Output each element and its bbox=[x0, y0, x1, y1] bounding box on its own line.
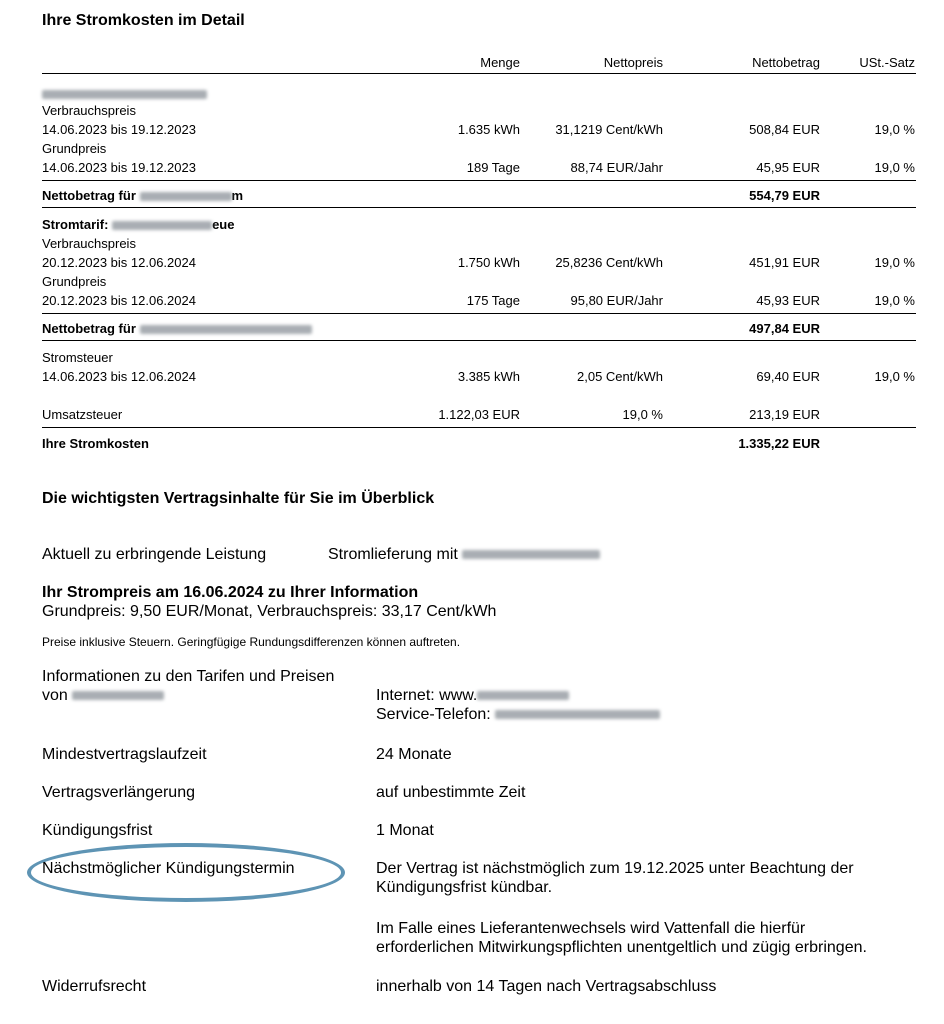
row-preis: 88,74 EUR/Jahr bbox=[570, 160, 663, 175]
subtotal-value: 554,79 EUR bbox=[749, 188, 820, 203]
vat-label: Umsatzsteuer bbox=[42, 407, 123, 422]
section-title: Ihre Stromkosten im Detail bbox=[42, 12, 245, 29]
mindest-value: 24 Monate bbox=[376, 746, 452, 763]
divider bbox=[42, 207, 916, 208]
kuendigungstermin-value-2: Kündigungsfrist kündbar. bbox=[376, 879, 553, 896]
divider bbox=[42, 427, 916, 428]
kuendigungsfrist-label: Kündigungsfrist bbox=[42, 822, 153, 839]
row-betrag: 69,40 EUR bbox=[756, 369, 820, 384]
row-ust: 19,0 % bbox=[874, 255, 915, 270]
row-date: 14.06.2023 bis 19.12.2023 bbox=[42, 160, 196, 175]
row-preis: 95,80 EUR/Jahr bbox=[570, 293, 663, 308]
tariff-title: Stromtarif: eue bbox=[42, 217, 235, 232]
row-betrag: 45,93 EUR bbox=[756, 293, 820, 308]
kuendigungstermin-value-1: Der Vertrag ist nächstmöglich zum 19.12.2025 unter Beachtung der bbox=[376, 860, 854, 877]
verlaengerung-label: Vertragsverlängerung bbox=[42, 784, 195, 801]
row-preis: 31,1219 Cent/kWh bbox=[555, 122, 663, 137]
vat-rate: 19,0 % bbox=[622, 407, 663, 422]
price-info-detail: Grundpreis: 9,50 EUR/Monat, Verbrauchspreis: 33,17 Cent/kWh bbox=[42, 603, 497, 620]
leistung-label: Aktuell zu erbringende Leistung bbox=[42, 546, 267, 563]
row-date: 20.12.2023 bis 12.06.2024 bbox=[42, 255, 196, 270]
row-preis: 25,8236 Cent/kWh bbox=[555, 255, 663, 270]
row-label: Verbrauchspreis bbox=[42, 236, 136, 251]
divider bbox=[42, 180, 916, 181]
row-menge: 3.385 kWh bbox=[457, 369, 520, 384]
header-divider bbox=[42, 73, 916, 74]
subtotal-label: Nettobetrag für m bbox=[42, 188, 244, 203]
price-note: Preise inklusive Steuern. Geringfügige Rundungsdifferenzen können auftreten. bbox=[42, 635, 461, 649]
wechsel-line-1: Im Falle eines Lieferantenwechsels wird Vattenfall die hierfür bbox=[376, 920, 806, 937]
divider bbox=[42, 313, 916, 314]
row-label: Stromsteuer bbox=[42, 350, 113, 365]
widerruf-label: Widerrufsrecht bbox=[42, 978, 147, 995]
info-label: Informationen zu den Tarifen und Preisen bbox=[42, 668, 335, 685]
internet-line: Internet: www. bbox=[376, 687, 569, 705]
vat-base: 1.122,03 EUR bbox=[438, 407, 520, 422]
row-preis: 2,05 Cent/kWh bbox=[577, 369, 663, 384]
total-label: Ihre Stromkosten bbox=[42, 436, 149, 451]
row-menge: 1.635 kWh bbox=[457, 122, 520, 137]
row-ust: 19,0 % bbox=[874, 160, 915, 175]
row-ust: 19,0 % bbox=[874, 369, 915, 384]
row-menge: 175 Tage bbox=[466, 293, 520, 308]
price-info-title: Ihr Strompreis am 16.06.2024 zu Ihrer Information bbox=[42, 584, 419, 601]
row-ust: 19,0 % bbox=[874, 293, 915, 308]
telefon-line: Service-Telefon: bbox=[376, 706, 660, 724]
row-label: Verbrauchspreis bbox=[42, 103, 136, 118]
col-menge: Menge bbox=[480, 55, 520, 70]
info-label-2: von bbox=[42, 687, 164, 705]
mindest-label: Mindestvertragslaufzeit bbox=[42, 746, 207, 763]
overview-title: Die wichtigsten Vertragsinhalte für Sie im Überblick bbox=[42, 490, 435, 507]
subtotal-label: Nettobetrag für bbox=[42, 321, 312, 336]
kuendigungstermin-label: Nächstmöglicher Kündigungstermin bbox=[42, 860, 295, 877]
row-date: 14.06.2023 bis 12.06.2024 bbox=[42, 369, 196, 384]
col-ust: USt.-Satz bbox=[859, 55, 915, 70]
row-betrag: 508,84 EUR bbox=[749, 122, 820, 137]
total-value: 1.335,22 EUR bbox=[738, 436, 820, 451]
row-label: Grundpreis bbox=[42, 274, 107, 289]
row-betrag: 45,95 EUR bbox=[756, 160, 820, 175]
row-menge: 1.750 kWh bbox=[457, 255, 520, 270]
row-date: 20.12.2023 bis 12.06.2024 bbox=[42, 293, 196, 308]
row-date: 14.06.2023 bis 19.12.2023 bbox=[42, 122, 196, 137]
widerruf-value: innerhalb von 14 Tagen nach Vertragsabschluss bbox=[376, 978, 717, 995]
col-nettobetrag: Nettobetrag bbox=[752, 55, 820, 70]
tariff-name-redacted bbox=[42, 86, 207, 104]
subtotal-value: 497,84 EUR bbox=[749, 321, 820, 336]
row-ust: 19,0 % bbox=[874, 122, 915, 137]
wechsel-line-2: erforderlichen Mitwirkungspflichten unentgeltlich und zügig erbringen. bbox=[376, 939, 867, 956]
verlaengerung-value: auf unbestimmte Zeit bbox=[376, 784, 526, 801]
row-betrag: 451,91 EUR bbox=[749, 255, 820, 270]
col-nettopreis: Nettopreis bbox=[603, 55, 663, 70]
leistung-value: Stromlieferung mit bbox=[328, 546, 600, 564]
divider bbox=[42, 340, 916, 341]
row-label: Grundpreis bbox=[42, 141, 107, 156]
kuendigungsfrist-value: 1 Monat bbox=[376, 822, 434, 839]
vat-amount: 213,19 EUR bbox=[749, 407, 820, 422]
row-menge: 189 Tage bbox=[466, 160, 520, 175]
